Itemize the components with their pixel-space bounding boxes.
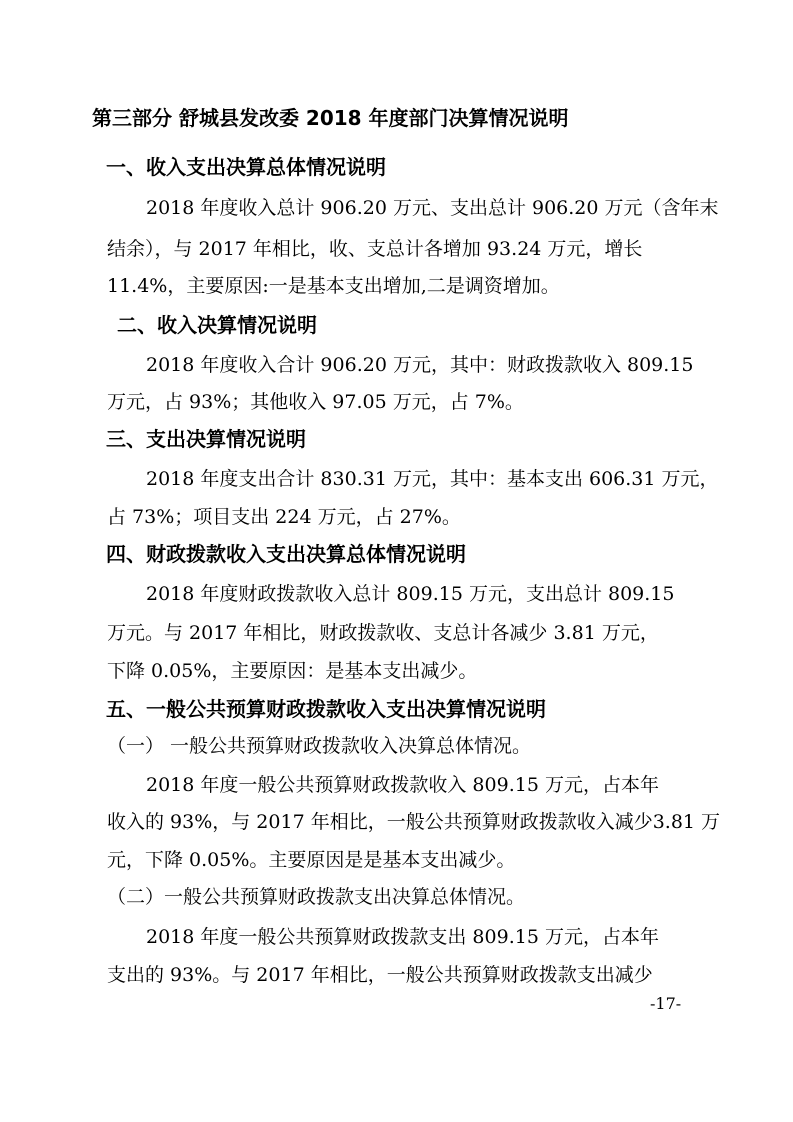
section-5-sub-1-line-2: 收入的 93%，与 2017 年相比，一般公共预算财政拨款收入减少3.81 万 — [107, 811, 721, 833]
section-2-line-2: 万元，占 93%；其他收入 97.05 万元，占 7%。 — [107, 391, 524, 413]
section-5-sub-2-line-1: 2018 年度一般公共预算财政拨款支出 809.15 万元，占本年 — [146, 926, 659, 948]
section-2-line-1: 2018 年度收入合计 906.20 万元，其中：财政拨款收入 809.15 — [146, 354, 694, 376]
section-1-heading: 一、收入支出决算总体情况说明 — [106, 155, 386, 179]
section-4-line-2: 万元。与 2017 年相比，财政拨款收、支总计各减少 3.81 万元， — [107, 622, 659, 644]
section-4-line-1: 2018 年度财政拨款收入总计 809.15 万元，支出总计 809.15 — [146, 583, 675, 605]
section-1-line-2: 结余），与 2017 年相比，收、支总计各增加 93.24 万元，增长 — [107, 238, 643, 260]
section-4-heading: 四、财政拨款收入支出决算总体情况说明 — [106, 542, 466, 566]
section-5-heading: 五、一般公共预算财政拨款收入支出决算情况说明 — [106, 697, 546, 721]
section-5-sub-2-heading: （二）一般公共预算财政拨款支出决算总体情况。 — [107, 886, 526, 908]
section-1-line-3: 11.4%，主要原因:一是基本支出增加,二是调资增加。 — [107, 275, 560, 297]
page-number: -17- — [650, 994, 682, 1013]
section-2-heading: 二、收入决算情况说明 — [117, 313, 317, 337]
section-3-line-2: 占 73%；项目支出 224 万元，占 27%。 — [107, 506, 461, 528]
section-4-line-3: 下降 0.05%，主要原因：是基本支出减少。 — [107, 660, 478, 682]
section-5-sub-1-line-3: 元，下降 0.05%。主要原因是是基本支出减少。 — [107, 849, 516, 871]
section-5-sub-1-heading: （一） 一般公共预算财政拨款收入决算总体情况。 — [107, 735, 532, 757]
page-title: 第三部分 舒城县发改委 2018 年度部门决算情况说明 — [92, 106, 569, 130]
section-5-sub-1-line-1: 2018 年度一般公共预算财政拨款收入 809.15 万元，占本年 — [146, 774, 659, 796]
section-3-line-1: 2018 年度支出合计 830.31 万元，其中：基本支出 606.31 万元， — [146, 468, 719, 490]
section-1-line-1: 2018 年度收入总计 906.20 万元、支出总计 906.20 万元（含年末 — [146, 197, 719, 219]
section-3-heading: 三、支出决算情况说明 — [106, 427, 306, 451]
section-5-sub-2-line-2: 支出的 93%。与 2017 年相比，一般公共预算财政拨款支出减少 — [107, 964, 653, 986]
